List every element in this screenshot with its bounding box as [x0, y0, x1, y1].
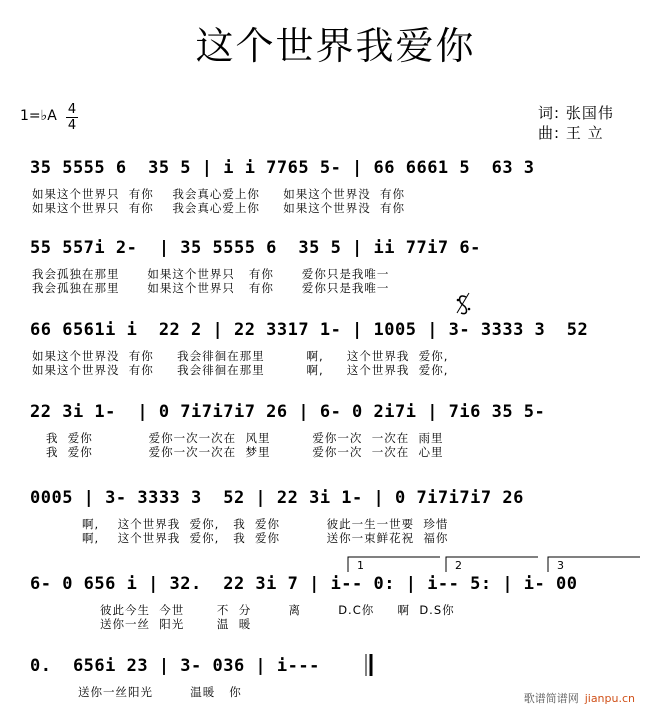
final-barline — [366, 654, 371, 676]
volta-number-1: 1 — [357, 559, 364, 572]
lyrics-line-4b: 我 爱你 爱你一次一次在 梦里 爱你一次 一次在 心里 — [46, 445, 444, 459]
watermark-text: 歌谱简谱网 — [523, 692, 579, 705]
volta-bracket-2 — [446, 557, 538, 572]
lyrics-line-2b: 我会孤独在那里 如果这个世界只 有你 爱你只是我唯一 — [32, 281, 390, 295]
time-signature-bottom: 4 — [67, 118, 77, 133]
volta-bracket-1 — [348, 557, 440, 572]
song-title: 这个世界我爱你 — [195, 24, 476, 68]
lyrics-line-3a: 如果这个世界没 有你 我会徘徊在那里 啊, 这个世界我 爱你, — [32, 349, 449, 363]
notation-line-3: 66 6561i i 22 2 | 22 3317 1- | 1005 | 3- 3333 3 52 — [30, 320, 589, 340]
volta-number-3: 3 — [557, 559, 564, 572]
lyrics-line-5a: 啊, 这个世界我 爱你, 我 爱你 彼此一生一世要 珍惜 — [82, 517, 449, 531]
time-signature-top: 4 — [67, 102, 77, 117]
watermark-site: jianpu.cn — [584, 692, 635, 705]
composer-credit: 曲: 王 立 — [538, 124, 604, 142]
watermark — [524, 690, 635, 706]
lyrics-line-7a: 送你一丝阳光 温暖 你 — [78, 685, 242, 699]
notation-line-1: 35 5555 6 35 5 | i i 7765 5- | 66 6661 5 63 3 — [30, 158, 535, 178]
lyrics-line-4a: 我 爱你 爱你一次一次在 风里 爱你一次 一次在 雨里 — [46, 431, 444, 445]
lyrics-line-5b: 啊, 这个世界我 爱你, 我 爱你 送你一束鲜花祝 福你 — [82, 531, 449, 545]
volta-number-2: 2 — [455, 559, 462, 572]
lyrics-line-1a: 如果这个世界只 有你 我会真心爱上你 如果这个世界没 有你 — [32, 187, 406, 201]
key-signature: 1=♭A — [20, 108, 57, 124]
notation-line-6: 6- 0 656 i | 32. 22 3i 7 | i-- 0: | i-- 5: | i- 00 — [30, 574, 578, 594]
notation-line-7: 0. 656i 23 | 3- 036 | i--- — [30, 656, 320, 676]
lyrics-line-1b: 如果这个世界只 有你 我会真心爱上你 如果这个世界没 有你 — [32, 201, 406, 215]
notation-line-5: 0005 | 3- 3333 3 52 | 22 3i 1- | 0 7i7i7i7 26 — [30, 488, 524, 508]
volta-bracket-3 — [548, 557, 640, 572]
segno-icon — [457, 293, 471, 314]
lyrics-line-6a: 彼此今生 今世 不 分 离 D.C你 啊 D.S你 — [100, 603, 455, 617]
lyrics-line-6b: 送你一丝 阳光 温 暖 — [100, 617, 252, 631]
lyricist-credit: 词: 张国伟 — [538, 104, 614, 122]
lyrics-line-2a: 我会孤独在那里 如果这个世界只 有你 爱你只是我唯一 — [32, 267, 390, 281]
notation-line-4: 22 3i 1- | 0 7i7i7i7 26 | 6- 0 2i7i | 7i6 35 5- — [30, 402, 546, 422]
notation-line-2: 55 557i 2- | 35 5555 6 35 5 | ii 77i7 6- — [30, 238, 481, 258]
lyrics-line-3b: 如果这个世界没 有你 我会徘徊在那里 啊, 这个世界我 爱你, — [32, 363, 449, 377]
